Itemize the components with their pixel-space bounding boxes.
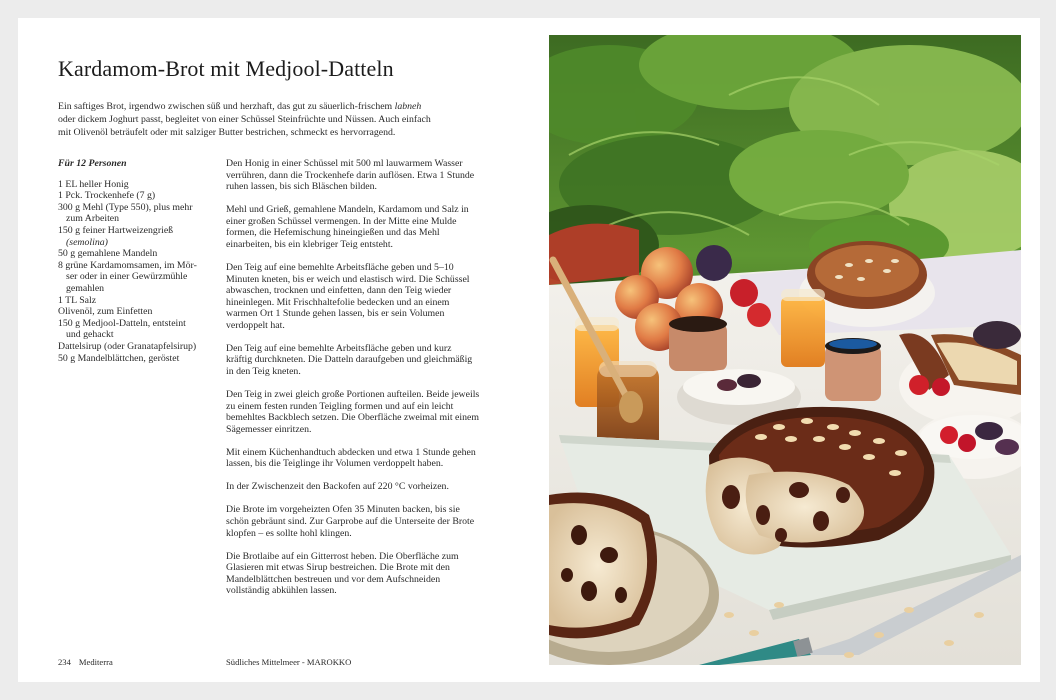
intro-text: Ein saftiges Brot, irgendwo zwischen süß und herzhaft, das gut zu säuerlich-frischem	[58, 101, 395, 112]
method-step: Mit einem Küchenhandtuch abdecken und etwa 1 Stunde gehen lassen, bis die Teiglinge ihr Volumen verdoppelt haben.	[226, 446, 476, 470]
ingredient-list	[58, 179, 218, 365]
method-step: Den Honig in einer Schüssel mit 500 ml lauwarmem Wasser verrühren, dann die Trockenhefe darin auflösen. Etwa 1 Stunde ruhen lassen, bis sich Bläschen bilden.	[226, 158, 475, 193]
method-step: Die Brotlaibe auf ein Gitterrost heben. Die Oberfläche zum Glasieren mit etwas Sirup bestreichen. Die Brote mit den Mandelblättchen bestreuen und vor dem Aufschneiden vollständig abkühlen lassen.	[226, 550, 459, 597]
ingredient-item: 50 g Mandelblättchen, geröstet	[58, 352, 180, 364]
book-spread	[18, 18, 1040, 682]
servings-label: Für 12 Personen	[58, 158, 127, 169]
ingredient-item: 150 g Medjool-Datteln, entsteint und gehackt	[58, 317, 186, 341]
food-photo	[549, 35, 1021, 665]
ingredient-item: 1 EL heller Honig	[58, 178, 129, 190]
ingredient-item: 150 g feiner Hartweizengrieß (semolina)	[58, 224, 174, 248]
method-step: Die Brote im vorgeheizten Ofen 35 Minuten backen, bis sie schön gebräunt sind. Zur Garprobe auf die Unterseite der Brote klopfen – es sollte hohl klingen.	[226, 504, 475, 539]
book-title: Mediterra	[78, 657, 113, 667]
method-column	[226, 158, 480, 608]
ingredient-item: 50 g gemahlene Mandeln	[58, 248, 158, 260]
page-footer-left	[58, 657, 113, 667]
method-step: Den Teig auf eine bemehlte Arbeitsfläche geben und kurz kräftig durchkneten. Die Datteln daraufgeben und gleichmäßig in den Teig kneten.	[226, 342, 473, 378]
intro-italic-term: labneh	[394, 101, 422, 112]
method-step: Den Teig in zwei gleich große Portionen aufteilen. Beide jeweils zu einem festen runden Teigling formen und auf ein leicht bemehltes Backblech setzen. Die Oberfläche zweimal mit einem Sägemesser einritzen.	[226, 389, 480, 435]
ingredients-column	[58, 158, 218, 364]
method-step: Den Teig auf eine bemehlte Arbeitsfläche geben und 5–10 Minuten kneten, bis er weich und elastisch wird. Die Schüssel abwaschen, trocknen und einfetten, dann den Teig wieder hineinlegen. Mit Frischhaltefolie bedecken und an einem warmen Ort 1 Stunde gehen lassen, bis er sein Volumen verdoppelt hat.	[226, 261, 470, 331]
page-number: 234	[58, 657, 71, 667]
intro-text-continued: oder dickem Joghurt passt, begleitet von einer Schüssel Steinfrüchte und Nüssen. Auch einfach mit Olivenöl beträufelt oder mit salziger Butter bestrichen, schmeckt es hervorragend.	[58, 114, 431, 138]
ingredient-item: Olivenöl, zum Einfetten	[58, 306, 153, 318]
recipe-intro	[58, 100, 438, 139]
ingredient-item: 300 g Mehl (Type 550), plus mehr zum Arbeiten	[58, 201, 193, 225]
recipe-title: Kardamom-Brot mit Medjool-Datteln	[58, 56, 394, 81]
ingredient-item: Dattelsirup (oder Granatapfelsirup)	[58, 340, 197, 352]
method-step: Mehl und Grieß, gemahlene Mandeln, Kardamom und Salz in einer großen Schüssel vermengen. In der Mitte eine Mulde formen, die Hefemischung hineingießen und das Mehl einarbeiten, bis ein klebriger Teig entsteht.	[226, 204, 469, 250]
page-footer-section: Südliches Mittelmeer - MAROKKO	[226, 657, 352, 667]
food-photo-illustration	[549, 35, 1021, 665]
ingredient-item: 1 TL Salz	[58, 294, 97, 306]
ingredient-item: 1 Pck. Trockenhefe (7 g)	[58, 190, 156, 202]
method-step: In der Zwischenzeit den Backofen auf 220 °C vorheizen.	[226, 481, 449, 493]
ingredient-item: 8 grüne Kardamomsamen, im Mör- ser oder in einer Gewürzmühle gemahlen	[58, 259, 197, 294]
